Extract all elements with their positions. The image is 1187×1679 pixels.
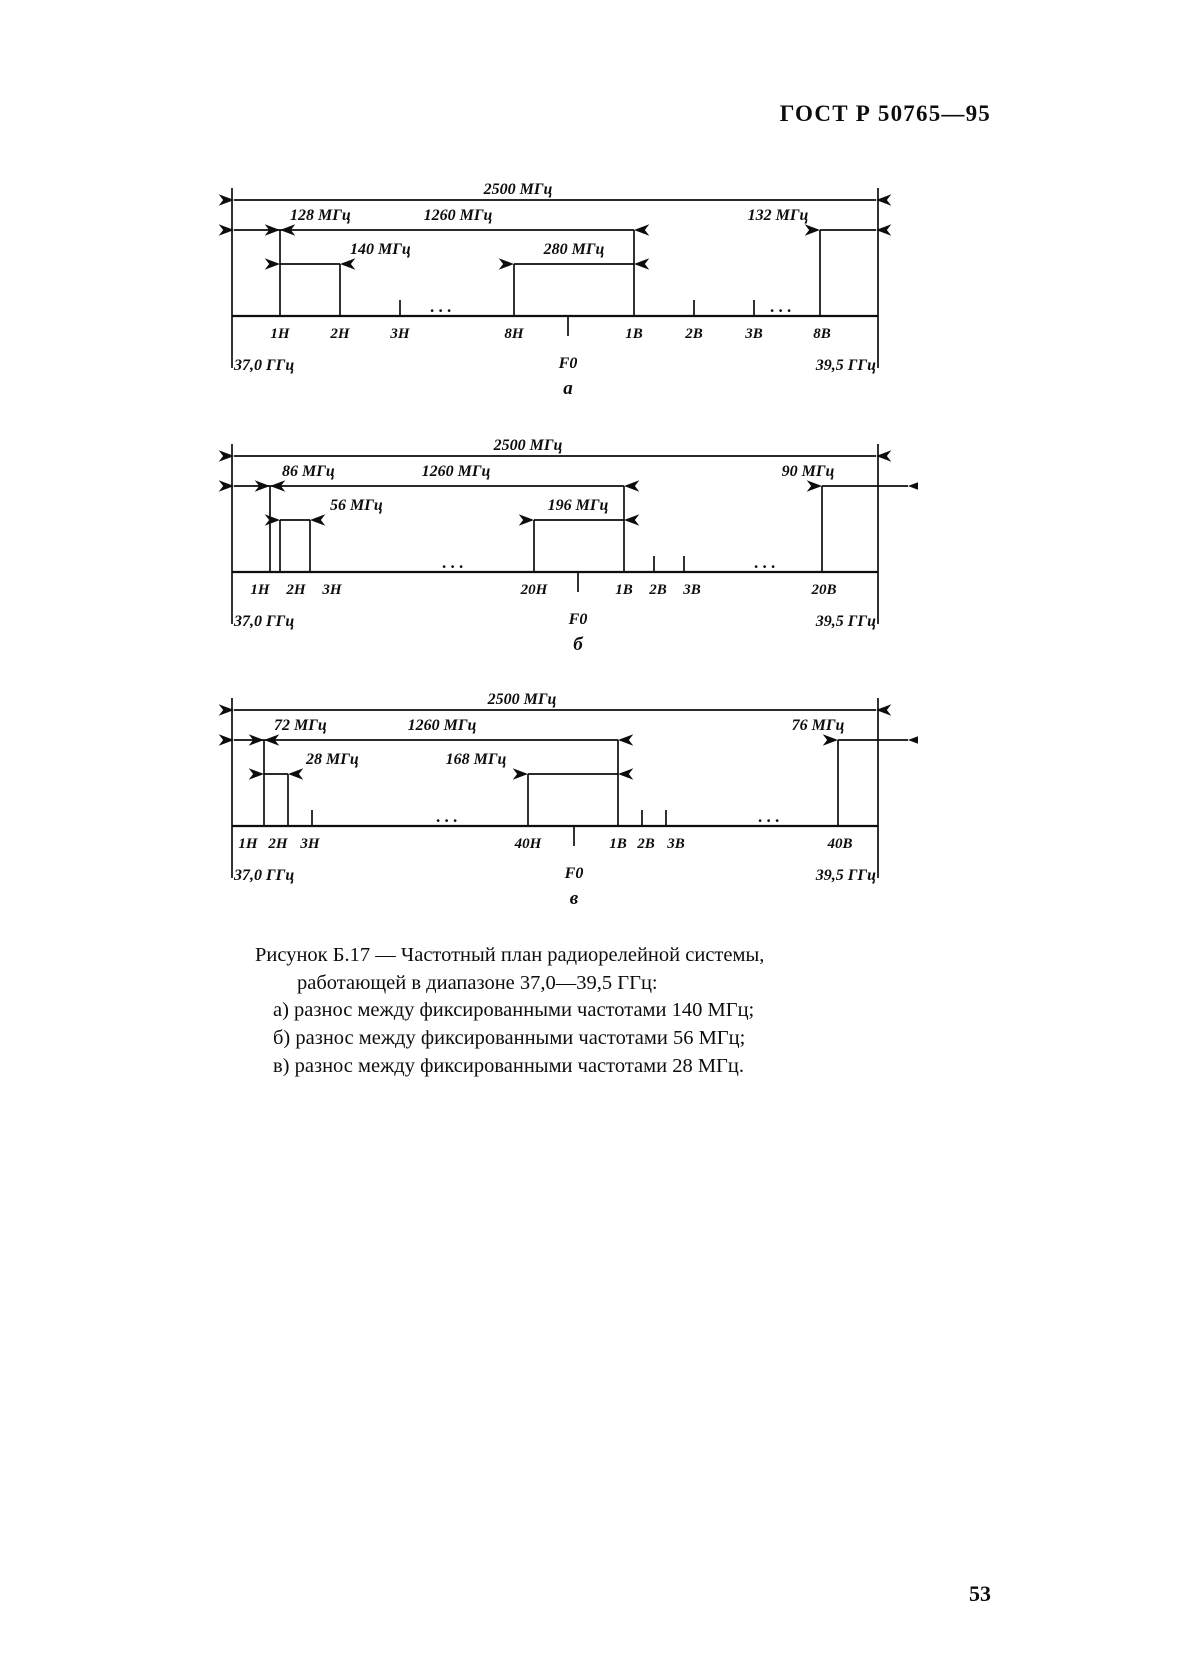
ellipsis: . . . [770,297,792,316]
channel-label-1v: 1В [609,836,627,852]
band-start-label: 37,0 ГГц [234,357,295,374]
center-frequency-label: F0 [564,865,584,882]
figure-caption [255,942,955,1080]
ellipsis: . . . [442,553,464,572]
channel-label-3n: 3Н [322,582,342,598]
band-end-label: 39,5 ГГц [815,613,876,630]
channel-label-2v: 2В [637,836,655,852]
left-guard-label: 128 МГц [290,207,351,224]
channel-label-2n: 2Н [330,326,350,342]
channel-spacing-label: 140 МГц [350,241,411,258]
duplex-spacing-label: 1260 МГц [423,207,493,224]
channel-label-last-n: 20Н [520,582,548,598]
left-guard-label: 86 МГц [282,463,335,480]
page-number: 53 [969,1581,991,1606]
right-guard-label: 90 МГц [781,463,835,480]
duplex-spacing-label: 1260 МГц [407,717,477,734]
total-span-label: 2500 МГц [493,437,563,454]
frequency-plan-diagram-b [218,424,918,664]
caption-line-2: работающей в диапазоне 37,0—39,5 ГГц: [297,971,658,994]
channel-label-3n: 3Н [390,326,410,342]
channel-label-3v: 3В [683,582,701,598]
ellipsis: . . . [430,297,452,316]
channel-spacing-label: 28 МГц [306,751,359,768]
channel-label-3n: 3Н [300,836,320,852]
upper-offset-label: 196 МГц [547,497,609,514]
channel-label-3v: 3В [667,836,685,852]
channel-label-last-v: 8В [813,326,831,342]
ellipsis: . . . [754,553,776,572]
ellipsis: . . . [436,807,458,826]
band-end-label: 39,5 ГГц [815,357,876,374]
channel-label-1v: 1В [615,582,633,598]
channel-label-1v: 1В [625,326,643,342]
channel-label-2n: 2Н [268,836,288,852]
right-guard-label: 76 МГц [791,717,845,734]
upper-offset-label: 280 МГц [543,241,605,258]
channel-label-2n: 2Н [286,582,306,598]
channel-label-last-v: 20В [811,582,837,598]
subfigure-label-b: б [573,634,583,655]
caption-line-5: в) разнос между фиксированными частотами 28 МГц. [273,1054,744,1077]
channel-label-2v: 2В [649,582,667,598]
subfigure-label-a: а [563,378,573,399]
caption-line-3: а) разнос между фиксированными частотами 140 МГц; [273,999,755,1022]
channel-label-3v: 3В [745,326,763,342]
caption-line-1: Рисунок Б.17 — Частотный план радиорелейной системы, [255,944,765,966]
channel-label-1n: 1Н [270,326,290,342]
band-start-label: 37,0 ГГц [234,613,295,630]
duplex-spacing-label: 1260 МГц [421,463,491,480]
channel-label-2v: 2В [685,326,703,342]
band-end-label: 39,5 ГГц [815,867,876,884]
caption-line-4: б) разнос между фиксированными частотами 56 МГц; [273,1027,746,1050]
band-start-label: 37,0 ГГц [234,867,295,884]
frequency-plan-diagram-c [218,678,918,918]
total-span-label: 2500 МГц [487,691,557,708]
channel-spacing-label: 56 МГц [330,497,383,514]
channel-label-last-v: 40В [827,836,853,852]
center-frequency-label: F0 [568,611,588,628]
standard-number-header: ГОСТ Р 50765—95 [779,101,991,126]
channel-label-last-n: 40Н [514,836,542,852]
frequency-plan-diagram-a [218,168,918,408]
total-span-label: 2500 МГц [483,181,553,198]
channel-label-1n: 1Н [238,836,258,852]
ellipsis: . . . [758,807,780,826]
channel-label-last-n: 8Н [504,326,524,342]
upper-offset-label: 168 МГц [445,751,507,768]
channel-label-1n: 1Н [250,582,270,598]
center-frequency-label: F0 [558,355,578,372]
subfigure-label-c: в [569,888,579,909]
right-guard-label: 132 МГц [747,207,809,224]
left-guard-label: 72 МГц [274,717,327,734]
